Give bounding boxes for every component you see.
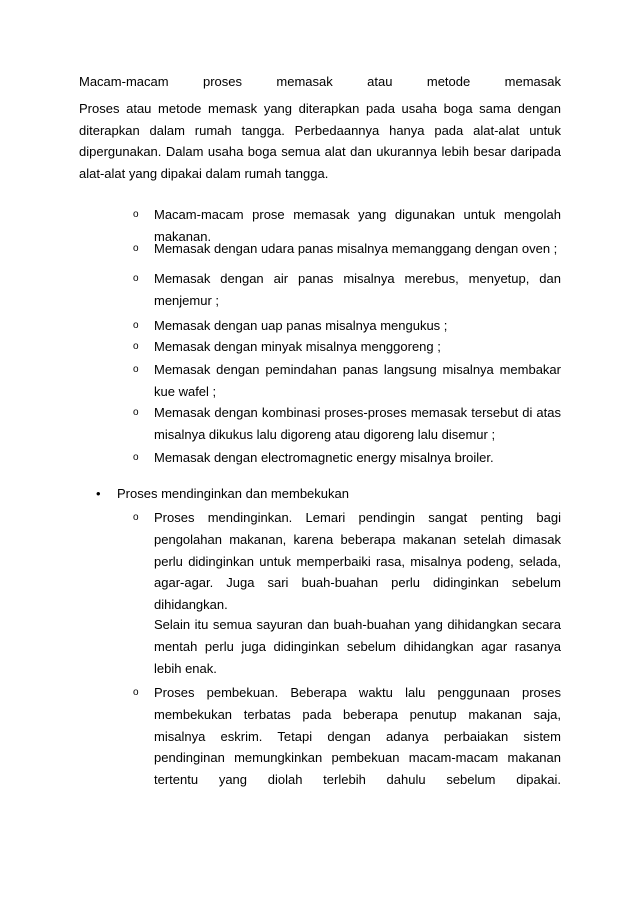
sub-bullet-marker: o: [133, 209, 139, 220]
method-item-1: Macam-macam prose memasak yang digunakan untuk mengolah makanan.: [154, 207, 561, 244]
method-item-8: Memasak dengan electromagnetic energy misalnya broiler.: [154, 450, 494, 465]
cooling-item-1: Proses mendinginkan. Lemari pendingin sangat penting bagi pengolahan makanan, karena beberapa makanan setelah dimasak perlu didinginkan untuk memperbaiki rasa, misalnya podeng, selada, agar-agar. Juga sari buah-buahan perlu didinginkan sebelum dihidangkan.: [154, 510, 561, 613]
intro-paragraph: Proses atau metode memask yang diterapkan pada usaha boga sama dengan diterapkan dalam rumah tangga. Perbedaannya hanya pada alat-alat untuk dipergunakan. Dalam usaha boga semua alat dan ukurannya lebih besar daripada alat-alat yang dipakai dalam rumah tangga.: [79, 101, 561, 181]
sub-bullet-marker: o: [133, 273, 139, 284]
method-item-2: Memasak dengan udara panas misalnya memanggang dengan oven ;: [154, 241, 558, 256]
cooling-item-2: Proses pembekuan. Beberapa waktu lalu penggunaan proses membekukan terbatas pada beberapa penutup makanan saja, misalnya eskrim. Tetapi dengan adanya perbaiakan sistem pendinginan memungkinkan pembekuan macam-macam makanan tertentu yang diolah terlebih dahulu sebelum dipakai.: [154, 685, 561, 788]
method-item-6: Memasak dengan pemindahan panas langsung misalnya membakar kue wafel ;: [154, 362, 561, 399]
sub-bullet-marker: o: [133, 452, 139, 463]
method-item-4: Memasak dengan uap panas misalnya mengukus ;: [154, 318, 448, 333]
sub-bullet-marker: o: [133, 341, 139, 352]
sub-bullet-marker: o: [133, 512, 139, 523]
cooling-item-1-extra: Selain itu semua sayuran dan buah-buahan yang dihidangkan secara mentah perlu juga didinginkan sebelum dihidangkan agar rasanya lebih enak.: [154, 617, 561, 676]
method-item-3: Memasak dengan air panas misalnya merebus, menyetup, dan menjemur ;: [154, 271, 561, 308]
sub-bullet-marker: o: [133, 320, 139, 331]
sub-bullet-marker: o: [133, 364, 139, 375]
sub-bullet-marker: o: [133, 687, 139, 698]
cooling-section-title: Proses mendinginkan dan membekukan: [117, 486, 349, 501]
section-heading: Macam-macam proses memasak atau metode memasak: [79, 74, 561, 89]
bullet-marker: •: [96, 486, 101, 501]
sub-bullet-marker: o: [133, 407, 139, 418]
sub-bullet-marker: o: [133, 243, 139, 254]
method-item-5: Memasak dengan minyak misalnya menggoreng ;: [154, 339, 441, 354]
method-item-7: Memasak dengan kombinasi proses-proses memasak tersebut di atas misalnya dikukus lalu digoreng atau digoreng lalu disemur ;: [154, 405, 561, 442]
